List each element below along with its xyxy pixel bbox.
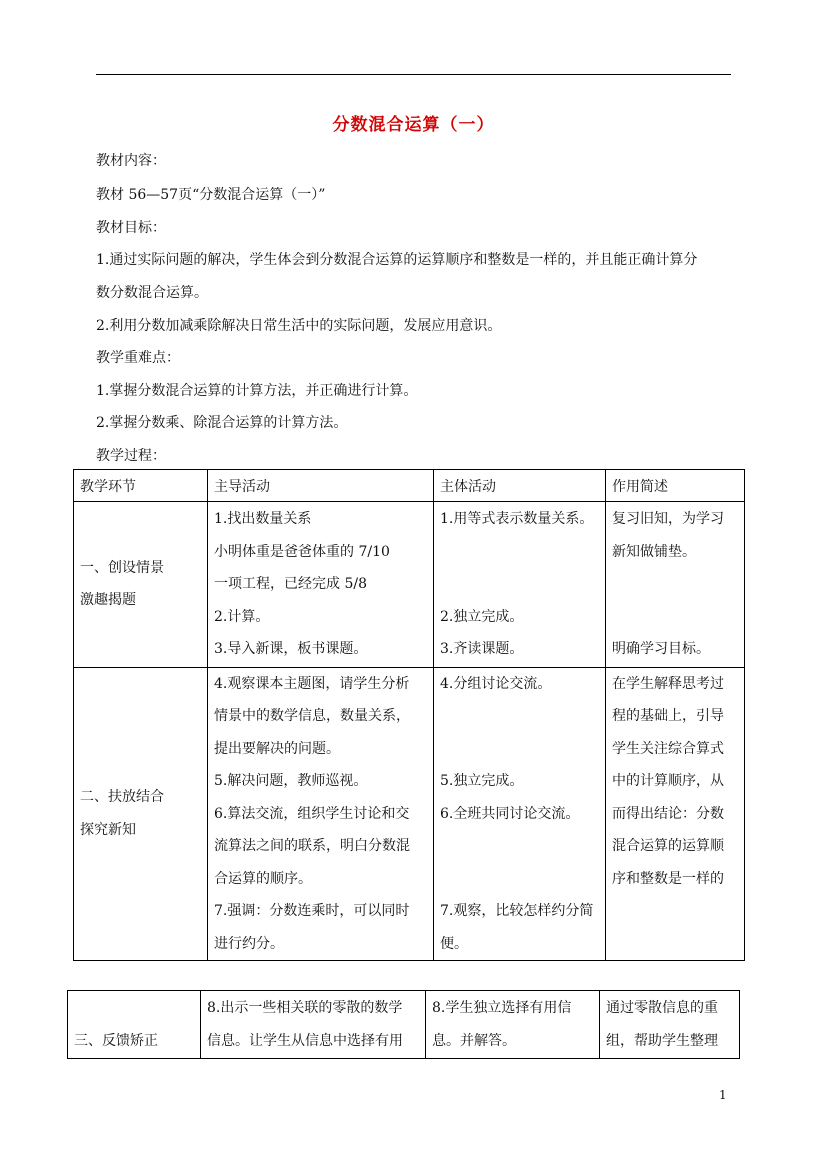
header-student-activity: 主体活动 [434,470,606,502]
purpose-cell: 在学生解释思考过 程的基础上，引导 学生关注综合算式 中的计算顺序，从 而得出结论：分数 混合运算的运算顺 序和整数是一样的 [606,667,745,961]
heading-key-points: 教学重难点： [96,350,180,366]
heading-objectives: 教材目标： [96,220,166,236]
table-row [74,502,745,668]
teaching-process-table [73,469,745,961]
lead-activity-cell: 8.出示一些相关联的零散的数学 信息。让学生从信息中选择有用 [201,991,426,1059]
content-text: 教材 56—57页“分数混合运算（一）” [96,187,326,203]
objective-1-line-2: 数分数混合运算。 [96,285,208,301]
student-activity-cell: 1.用等式表示数量关系。 2.独立完成。 3.齐读课题。 [434,502,606,668]
key-point-2: 2.掌握分数乘、除混合运算的计算方法。 [96,415,348,431]
stage-cell: 三、反馈矫正 [68,991,201,1059]
heading-content: 教材内容： [96,153,166,169]
student-activity-cell: 4.分组讨论交流。 5.独立完成。 6.全班共同讨论交流。 7.观察，比较怎样约分简 便。 [434,667,606,961]
stage-cell: 二、扶放结合 探究新知 [74,667,208,961]
table-row [74,667,745,961]
feedback-table [67,990,740,1059]
heading-process: 教学过程： [96,448,166,464]
key-point-1: 1.掌握分数混合运算的计算方法，并正确进行计算。 [96,383,418,399]
purpose-cell: 通过零散信息的重 组，帮助学生整理 [600,991,740,1059]
lead-activity-cell: 1.找出数量关系 小明体重是爸爸体重的 7/10 一项工程，已经完成 5/8 2.计算。 3.导入新课，板书课题。 [208,502,434,668]
header-stage: 教学环节 [74,470,208,502]
objective-1-line-1: 1.通过实际问题的解决，学生体会到分数混合运算的运算顺序和整数是一样的，并且能正确计算分 [96,252,698,268]
table-row [68,991,740,1059]
purpose-cell: 复习旧知，为学习 新知做铺垫。 明确学习目标。 [606,502,745,668]
header-rule [96,74,731,75]
stage-cell: 一、创设情景 激趣揭题 [74,502,208,668]
document-title: 分数混合运算（一） [332,115,495,135]
table-header-row [74,470,745,502]
lead-activity-cell: 4.观察课本主题图，请学生分析 情景中的数学信息，数量关系， 提出要解决的问题。 5.解决问题，教师巡视。 6.算法交流，组织学生讨论和交 流算法之间的联系，明白分数混 合运算的顺序。 7.强调：分数连乘时，可以同时 进行约分。 [208,667,434,961]
objective-2: 2.利用分数加减乘除解决日常生活中的实际问题，发展应用意识。 [96,318,502,334]
student-activity-cell: 8.学生独立选择有用信 息。并解答。 [426,991,600,1059]
page-number: 1 [719,1088,727,1102]
header-lead-activity: 主导活动 [208,470,434,502]
header-purpose: 作用简述 [606,470,745,502]
